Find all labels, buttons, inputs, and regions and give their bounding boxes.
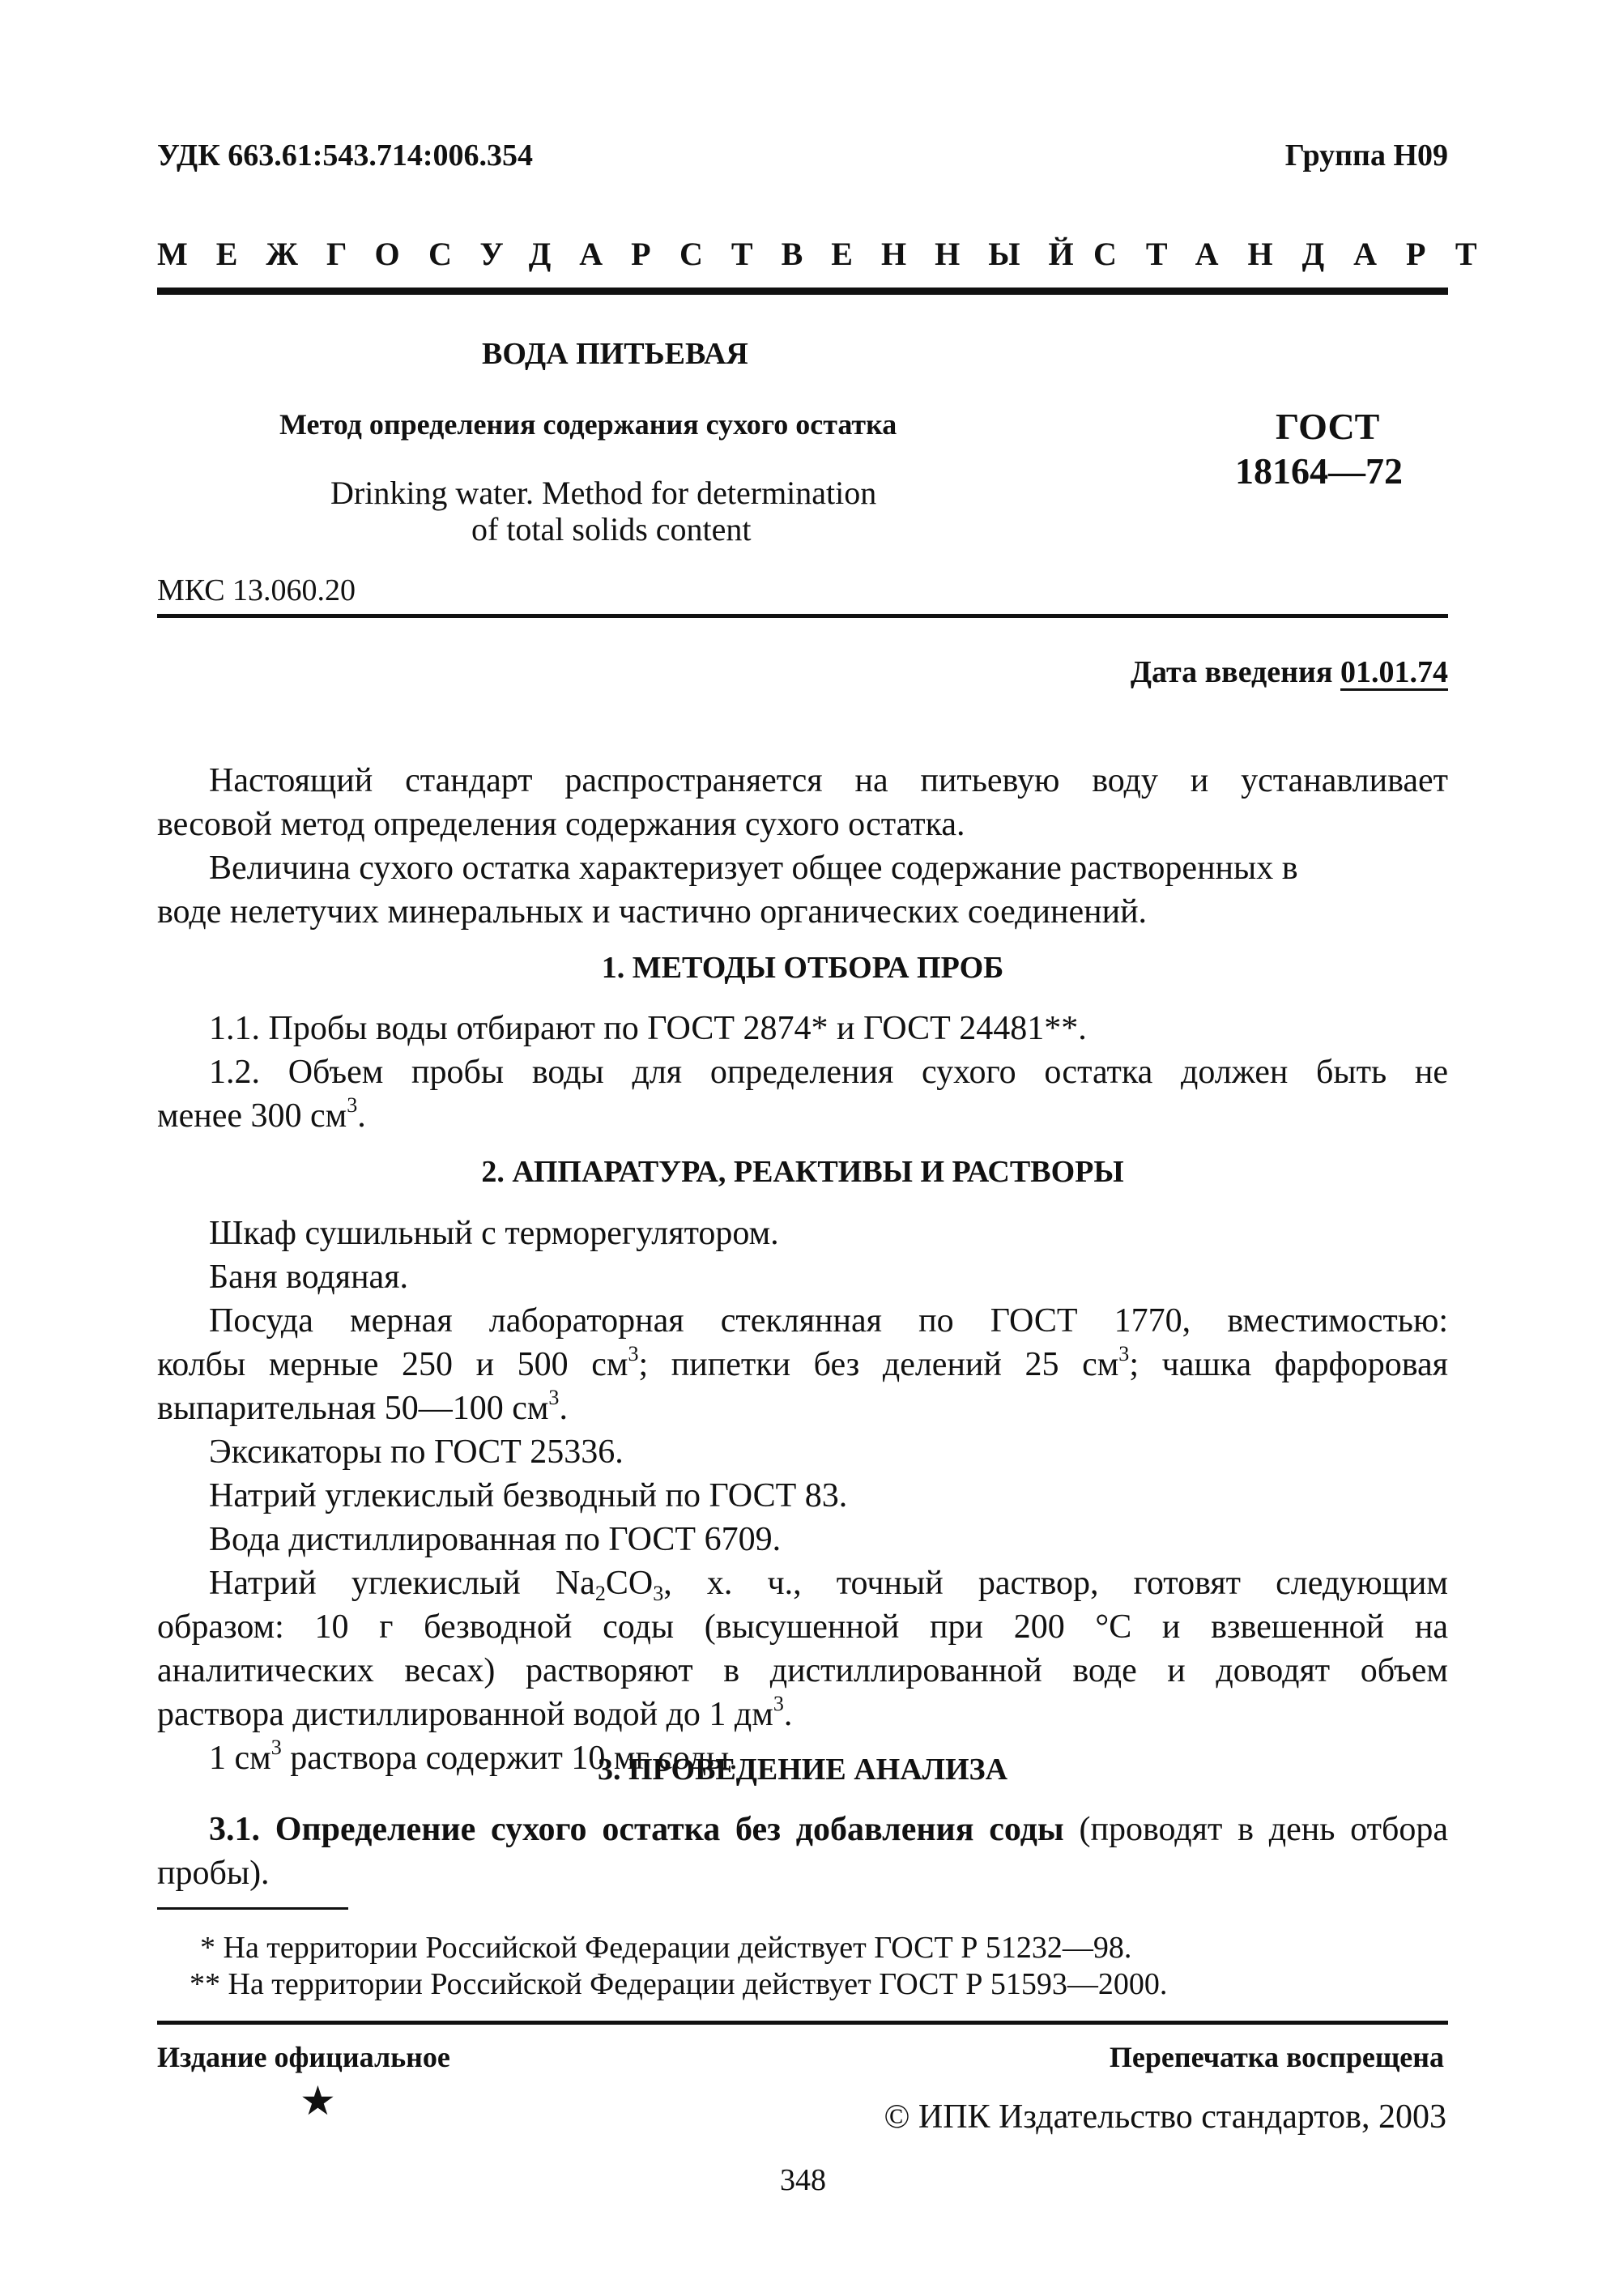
section1-body bbox=[157, 1007, 1448, 1138]
section2-line-water: Вода дистиллированная по ГОСТ 6709. bbox=[209, 1521, 782, 1558]
intro-p2-line2: воде нелетучих минеральных и частично органических соединений. bbox=[157, 893, 1148, 931]
intro-p1-line1: Настоящий стандарт распространяется на питьевую воду и устанавливает bbox=[209, 762, 1448, 799]
gost-number: 18164—72 bbox=[1235, 450, 1403, 492]
section2-body bbox=[157, 1212, 1448, 1780]
banner-interstate: МЕЖГОСУДАРСТВЕННЫЙ bbox=[157, 236, 1102, 272]
section2-line-prep3: раствора дистиллированной водой до 1 $дм^3$. bbox=[157, 1691, 793, 1733]
mks-code: МКС 13.060.20 bbox=[157, 573, 356, 607]
banner-standard: СТАНДАРТ bbox=[1093, 236, 1506, 272]
section3-heading: 3. ПРОВЕДЕНИЕ АНАЛИЗА bbox=[597, 1753, 1008, 1787]
doc-subtitle: Метод определения содержания сухого остатка bbox=[279, 408, 897, 441]
section2-heading: 2. АППАРАТУРА, РЕАКТИВЫ И РАСТВОРЫ bbox=[481, 1155, 1124, 1189]
section1-item1: 1.1. Пробы воды отбирают по ГОСТ 2874* и ГОСТ 24481**. bbox=[209, 1010, 1087, 1047]
section2-line-content: 1 $см^3$ раствора содержит 10 мг соды. bbox=[209, 1735, 738, 1777]
intro-date-label: Дата введения bbox=[1130, 655, 1333, 689]
reprint-prohibited: Перепечатка воспрещена bbox=[1109, 2041, 1444, 2073]
section2-line-bath: Баня водяная. bbox=[209, 1259, 409, 1296]
section3-item1-line2: пробы). bbox=[157, 1855, 270, 1892]
intro-paragraphs bbox=[157, 759, 1448, 934]
footnote-1: * На территории Российской Федерации действует ГОСТ Р 51232—98. bbox=[200, 1931, 1132, 1965]
star-icon: ★ bbox=[300, 2077, 336, 2124]
intro-p2-line1: Величина сухого остатка характеризует общее содержание растворенных в bbox=[209, 850, 1298, 887]
intro-p1-line2: весовой метод определения содержания сухого остатка. bbox=[157, 806, 965, 843]
intro-date bbox=[1131, 654, 1448, 690]
section2-line-dish: выпарительная 50—100 $см^3$. bbox=[157, 1385, 568, 1427]
section2-line-glassware: Посуда мерная лабораторная стеклянная по ГОСТ 1770, вместимостью: bbox=[209, 1302, 1448, 1340]
section1-heading: 1. МЕТОДЫ ОТБОРА ПРОБ bbox=[601, 951, 1004, 985]
section3-body bbox=[157, 1808, 1448, 1895]
section2-line-sodium: Натрий углекислый безводный по ГОСТ 83. bbox=[209, 1477, 848, 1514]
doc-title: ВОДА ПИТЬЕВАЯ bbox=[482, 337, 748, 371]
page-number: 348 bbox=[780, 2163, 826, 2197]
section3-item1-line1: 3.1. Определение сухого остатка без добавления соды (проводят в день отбора bbox=[209, 1811, 1448, 1848]
section1-item2-line2: менее 300 $см^3$. bbox=[157, 1093, 366, 1135]
section2-line-flasks: колбы мерные 250 и 500 $см^3$; пипетки без делений 25 $см^3$; чашка фарфоровая bbox=[157, 1341, 1448, 1383]
intro-date-value: 01.01.74 bbox=[1340, 655, 1448, 689]
top-thick-rule bbox=[157, 288, 1448, 295]
section2-line-prep1: образом: 10 г безводной соды (высушенной при 200 °С и взвешенной на bbox=[157, 1608, 1448, 1646]
section2-line-solution: Натрий углекислый $Na_2CO_3$, х. ч., точный раствор, готовят следующим bbox=[209, 1565, 1448, 1605]
section2-line-cabinet: Шкаф сушильный с терморегулятором. bbox=[209, 1215, 779, 1252]
udc-code: УДК 663.61:543.714:006.354 bbox=[157, 138, 534, 173]
section2-line-prep2: аналитических весах) растворяют в дистиллированной воде и доводят объем bbox=[157, 1652, 1448, 1689]
english-title-line2: of total solids content bbox=[471, 511, 752, 547]
title-bottom-rule bbox=[157, 614, 1448, 618]
english-title-line1: Drinking water. Method for determination bbox=[330, 475, 877, 511]
footnote-2: ** На территории Российской Федерации действует ГОСТ Р 51593—2000. bbox=[190, 1967, 1168, 2001]
copyright: © ИПК Издательство стандартов, 2003 bbox=[884, 2098, 1446, 2136]
official-edition: Издание официальное bbox=[157, 2041, 450, 2073]
footer-rule bbox=[157, 2021, 1448, 2025]
group-code: Группа Н09 bbox=[1284, 138, 1448, 173]
gost-label: ГОСТ bbox=[1276, 406, 1380, 447]
section2-line-desiccators: Эксикаторы по ГОСТ 25336. bbox=[209, 1433, 624, 1471]
section1-item2-line1: 1.2. Объем пробы воды для определения сухого остатка должен быть не bbox=[209, 1054, 1448, 1091]
footnote-rule bbox=[157, 1907, 348, 1910]
